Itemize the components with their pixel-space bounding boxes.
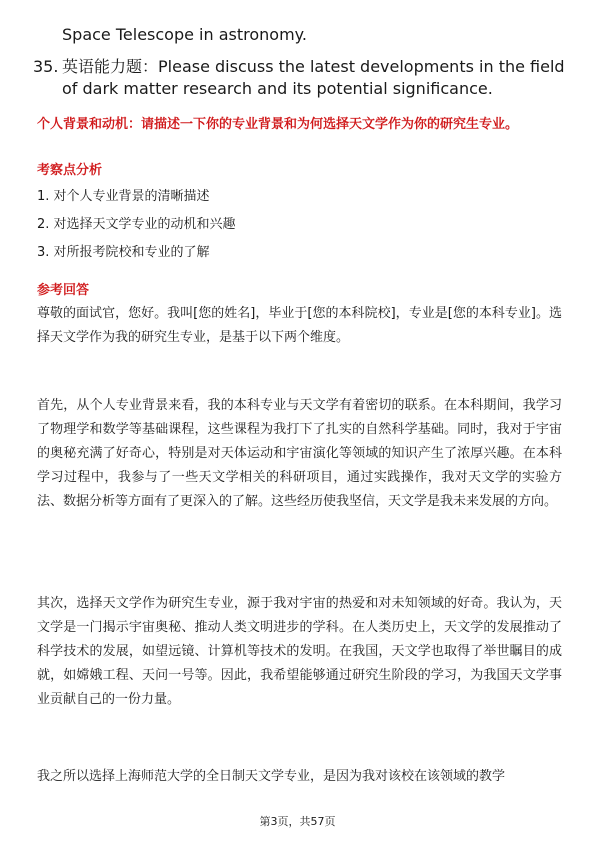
- section-title: 个人背景和动机：请描述一下你的专业背景和为何选择天文学作为你的研究生专业。: [37, 117, 519, 132]
- answer-paragraph-3: 其次，选择天文学作为研究生专业，源于我对宇宙的热爱和对未知领域的好奇。我认为，天文学是一门揭示宇宙奥秘、推动人类文明进步的学科。在人类历史上，天文学的发展推动了科学技术的发展，如望远镜、计算机等技术的发明。在我国，天文学也取得了举世瞩目的成就，如嫦娥工程、天问一号等。因此，我希望能够通过研究生阶段的学习，为我国天文学事业贡献自己的一份力量。: [37, 596, 562, 707]
- previous-question-tail: Space Telescope in astronomy.: [62, 25, 307, 44]
- page-footer: 第3页，共57页: [259, 815, 336, 828]
- analysis-point-1: 1. 对个人专业背景的清晰描述: [37, 189, 210, 204]
- answer-heading: 参考回答: [37, 283, 90, 298]
- question-text: 英语能力题：Please discuss the latest developments in the field of dark matter research and its potential significance.: [62, 57, 565, 98]
- answer-paragraph-4: 我之所以选择上海师范大学的全日制天文学专业，是因为我对该校在该领域的教学: [37, 769, 506, 784]
- analysis-heading: 考察点分析: [37, 163, 103, 178]
- analysis-point-3: 3. 对所报考院校和专业的了解: [37, 245, 210, 260]
- analysis-point-2: 2. 对选择天文学专业的动机和兴趣: [37, 217, 236, 232]
- answer-paragraph-2: 首先，从个人专业背景来看，我的本科专业与天文学有着密切的联系。在本科期间，我学习了物理学和数学等基础课程，这些课程为我打下了扎实的自然科学基础。同时，我对于宇宙的奥秘充满了好奇心，特别是对天体运动和宇宙演化等领域的知识产生了浓厚兴趣。在本科学习过程中，我参与了一些天文学相关的科研项目，通过实践操作，我对天文学的实验方法、数据分析等方面有了更深入的了解。这些经历使我坚信，天文学是我未来发展的方向。: [37, 398, 562, 509]
- question-number: 35.: [33, 57, 59, 76]
- answer-paragraph-1: 尊敬的面试官，您好。我叫[您的姓名]，毕业于[您的本科院校]，专业是[您的本科专业]。选择天文学作为我的研究生专业，是基于以下两个维度。: [37, 306, 562, 345]
- question-35: [33, 56, 573, 100]
